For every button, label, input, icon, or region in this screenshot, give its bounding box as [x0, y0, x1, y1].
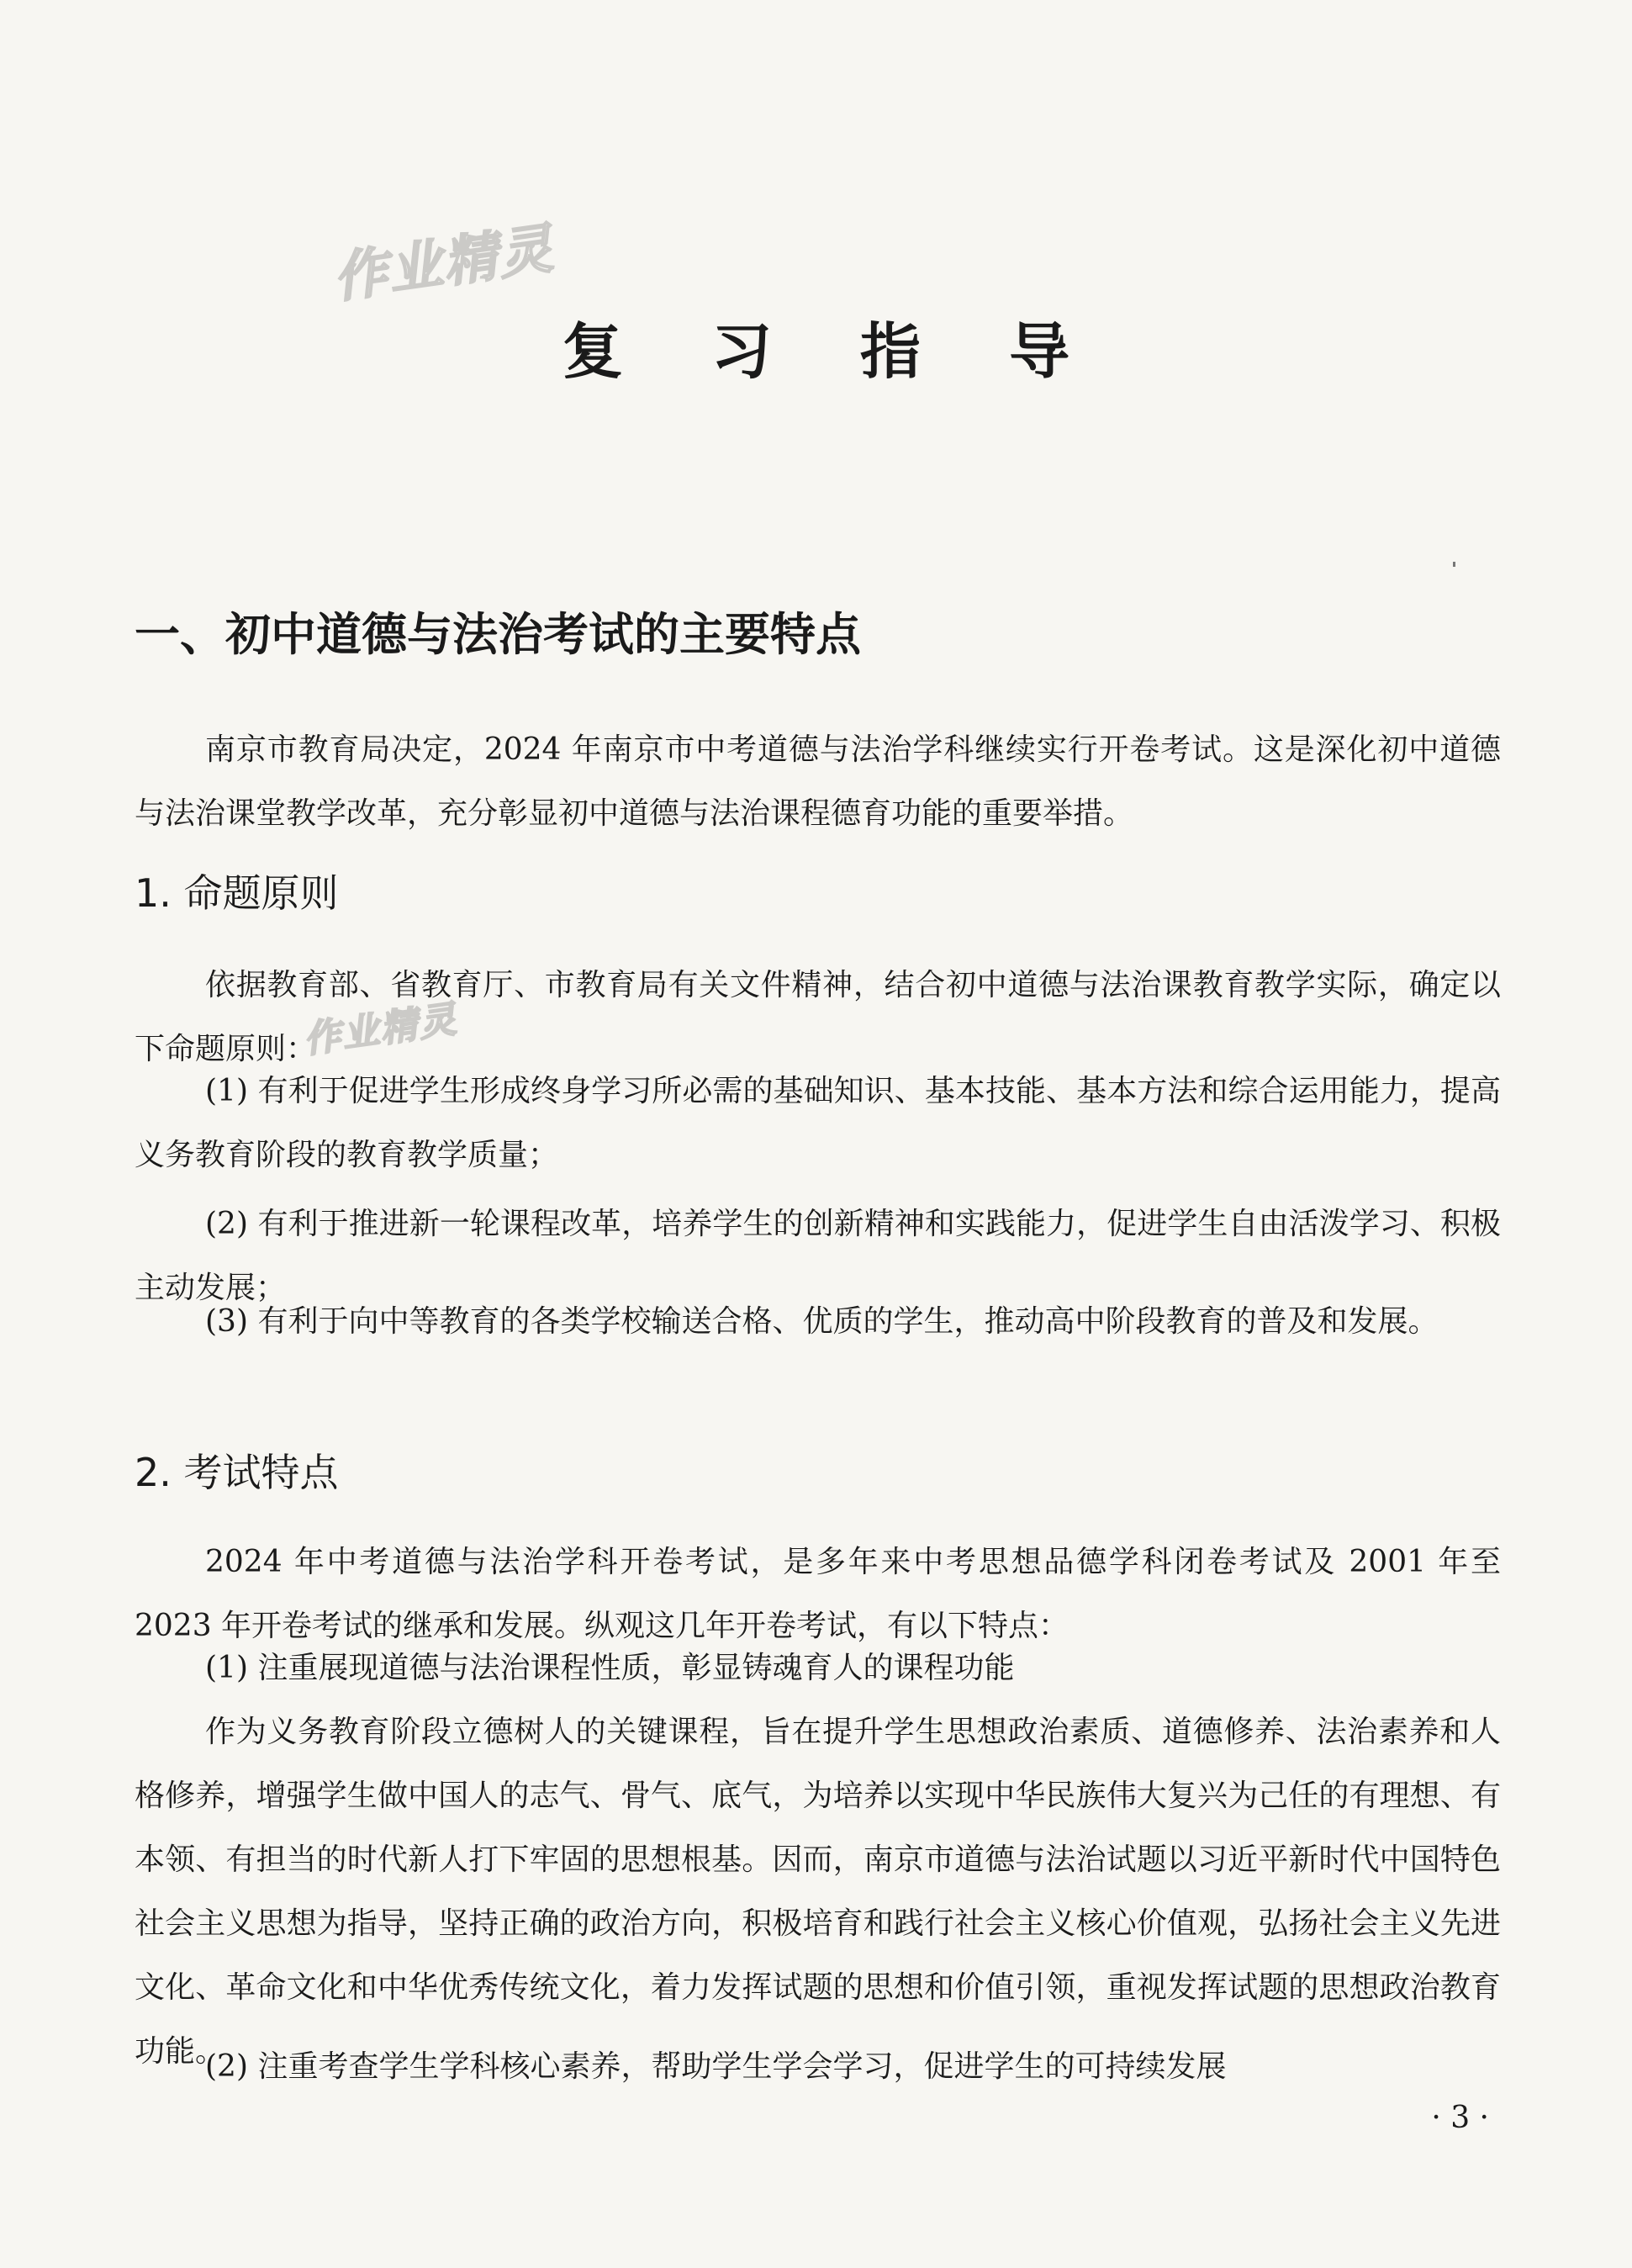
features-intro-paragraph: 2024 年中考道德与法治学科开卷考试，是多年来中考思想品德学科闭卷考试及 2001 年至 2023 年开卷考试的继承和发展。纵观这几年开卷考试，有以下特点：: [135, 1545, 1501, 1643]
watermark-logo: 作业精灵: [300, 997, 461, 1062]
page-title: 复 习 指 导: [562, 316, 1104, 387]
feature-2-title: (2) 注重考查学生学科核心素养，帮助学生学会学习，促进学生的可持续发展: [205, 2049, 1227, 2084]
feature-1-title: (1) 注重展现道德与法治课程性质，彰显铸魂育人的课程功能: [205, 1651, 1015, 1685]
intro-paragraph: 南京市教育局决定，2024 年南京市中考道德与法治学科继续实行开卷考试。这是深化初中道德与法治课堂教学改革，充分彰显初中道德与法治课程德育功能的重要举措。: [135, 732, 1501, 831]
principle-item-3: (3) 有利于向中等教育的各类学校输送合格、优质的学生，推动高中阶段教育的普及和发展。: [205, 1304, 1439, 1339]
scan-speck: [1453, 562, 1455, 567]
page-number: · 3 ·: [1431, 2101, 1489, 2135]
section-heading: 一、初中道德与法治考试的主要特点: [135, 607, 861, 661]
feature-1-body: 作为义务教育阶段立德树人的关键课程，旨在提升学生思想政治素质、道德修养、法治素养和人格修养，增强学生做中国人的志气、骨气、底气，为培养以实现中华民族伟大复兴为己任的有理想、有本领、有担当的时代新人打下牢固的思想根基。因而，南京市道德与法治试题以习近平新时代中国特色社会主义思想为指导，坚持正确的政治方向，积极培育和践行社会主义核心价值观，弘扬社会主义先进文化、革命文化和中华优秀传统文化，着力发挥试题的思想和价值引领，重视发挥试题的思想政治教育功能。: [135, 1715, 1501, 2069]
principle-item-1: (1) 有利于促进学生形成终身学习所必需的基础知识、基本技能、基本方法和综合运用能力，提高义务教育阶段的教育教学质量；: [135, 1074, 1501, 1172]
features-heading: 2. 考试特点: [135, 1450, 339, 1495]
principles-heading: 1. 命题原则: [135, 870, 339, 916]
principle-item-2: (2) 有利于推进新一轮课程改革，培养学生的创新精神和实践能力，促进学生自由活泼学习、积极主动发展；: [135, 1207, 1501, 1305]
principles-basis-paragraph: 依据教育部、省教育厅、市教育局有关文件精神，结合初中道德与法治课教育教学实际，确定以下命题原则：: [135, 968, 1501, 1066]
watermark-logo: 作业精灵: [329, 217, 558, 310]
